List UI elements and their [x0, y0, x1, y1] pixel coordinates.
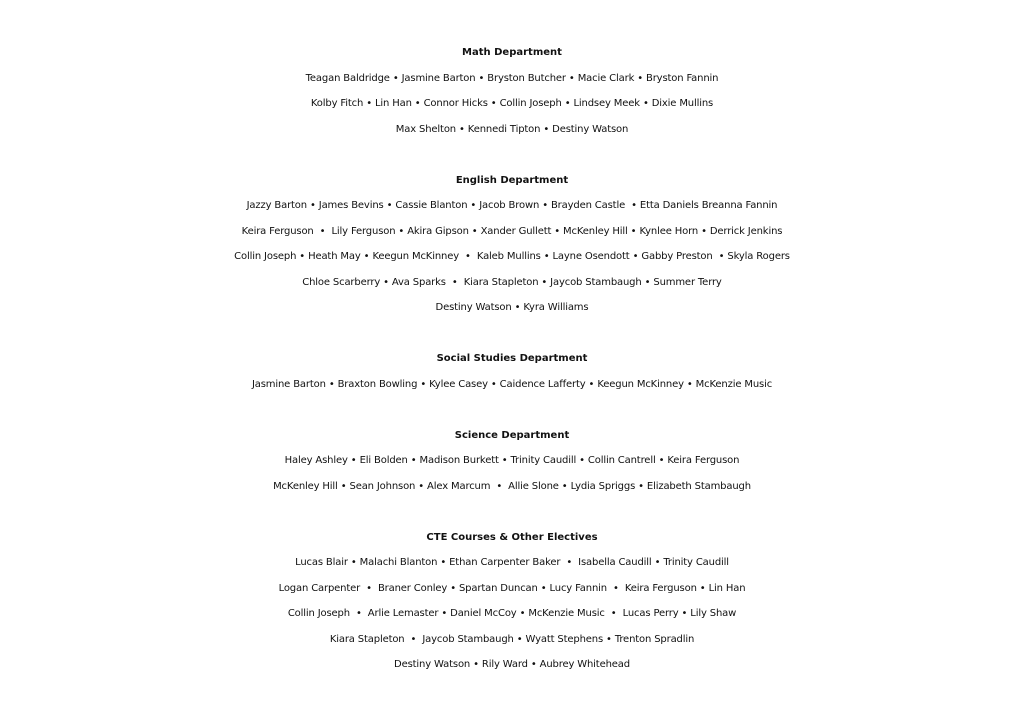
section-heading: Social Studies Department [436, 353, 588, 364]
math-department-section [0, 40, 1024, 142]
social-studies-department-section [0, 346, 1024, 397]
student-names-line: Haley Ashley • Eli Bolden • Madison Burkett • Trinity Caudill • Collin Cantrell • Keira Ferguson [284, 455, 740, 466]
student-names-line: Jasmine Barton • Braxton Bowling • Kylee Casey • Caidence Lafferty • Keegun McKinney • McKenzie Music [251, 378, 773, 390]
student-names-line: Kiara Stapleton • Jaycob Stambaugh • Wyatt Stephens • Trenton Spradlin [329, 633, 695, 645]
student-names-line: McKenley Hill • Sean Johnson • Alex Marcum • Allie Slone • Lydia Spriggs • Elizabeth Stambaugh [273, 480, 751, 492]
science-department-section [0, 423, 1024, 500]
student-names-line: Destiny Watson • Kyra Williams [435, 302, 589, 313]
student-names-line: Keira Ferguson • Lily Ferguson • Akira Gipson • Xander Gullett • McKenley Hill • Kynlee Horn • Derrick Jenkins [241, 225, 783, 237]
student-names-line: Chloe Scarberry • Ava Sparks • Kiara Stapleton • Jaycob Stambaugh • Summer Terry [302, 276, 722, 288]
student-names-line: Lucas Blair • Malachi Blanton • Ethan Carpenter Baker • Isabella Caudill • Trinity Caudill [295, 557, 729, 568]
student-names-line: Kolby Fitch • Lin Han • Connor Hicks • Collin Joseph • Lindsey Meek • Dixie Mullins [310, 98, 714, 109]
student-names-line: Destiny Watson • Rily Ward • Aubrey Whitehead [394, 659, 630, 670]
section-heading: CTE Courses & Other Electives [426, 531, 598, 543]
english-department-section [0, 168, 1024, 321]
student-names-line: Collin Joseph • Arlie Lemaster • Daniel McCoy • McKenzie Music • Lucas Perry • Lily Shaw [287, 608, 737, 619]
student-names-line: Logan Carpenter • Braner Conley • Spartan Duncan • Lucy Fannin • Keira Ferguson • Lin Han [278, 582, 746, 594]
student-names-line: Jazzy Barton • James Bevins • Cassie Blanton • Jacob Brown • Brayden Castle • Etta Daniels Breanna Fannin [246, 200, 778, 211]
cte-electives-section [0, 525, 1024, 678]
section-heading: Science Department [454, 429, 570, 441]
student-names-line: Max Shelton • Kennedi Tipton • Destiny Watson [395, 123, 629, 135]
student-names-line: Teagan Baldridge • Jasmine Barton • Bryston Butcher • Macie Clark • Bryston Fannin [305, 72, 719, 84]
section-heading: Math Department [462, 47, 562, 58]
section-heading: English Department [455, 174, 569, 186]
student-names-line: Collin Joseph • Heath May • Keegun McKinney • Kaleb Mullins • Layne Osendott • Gabby Preston • Skyla Rogers [234, 251, 790, 262]
